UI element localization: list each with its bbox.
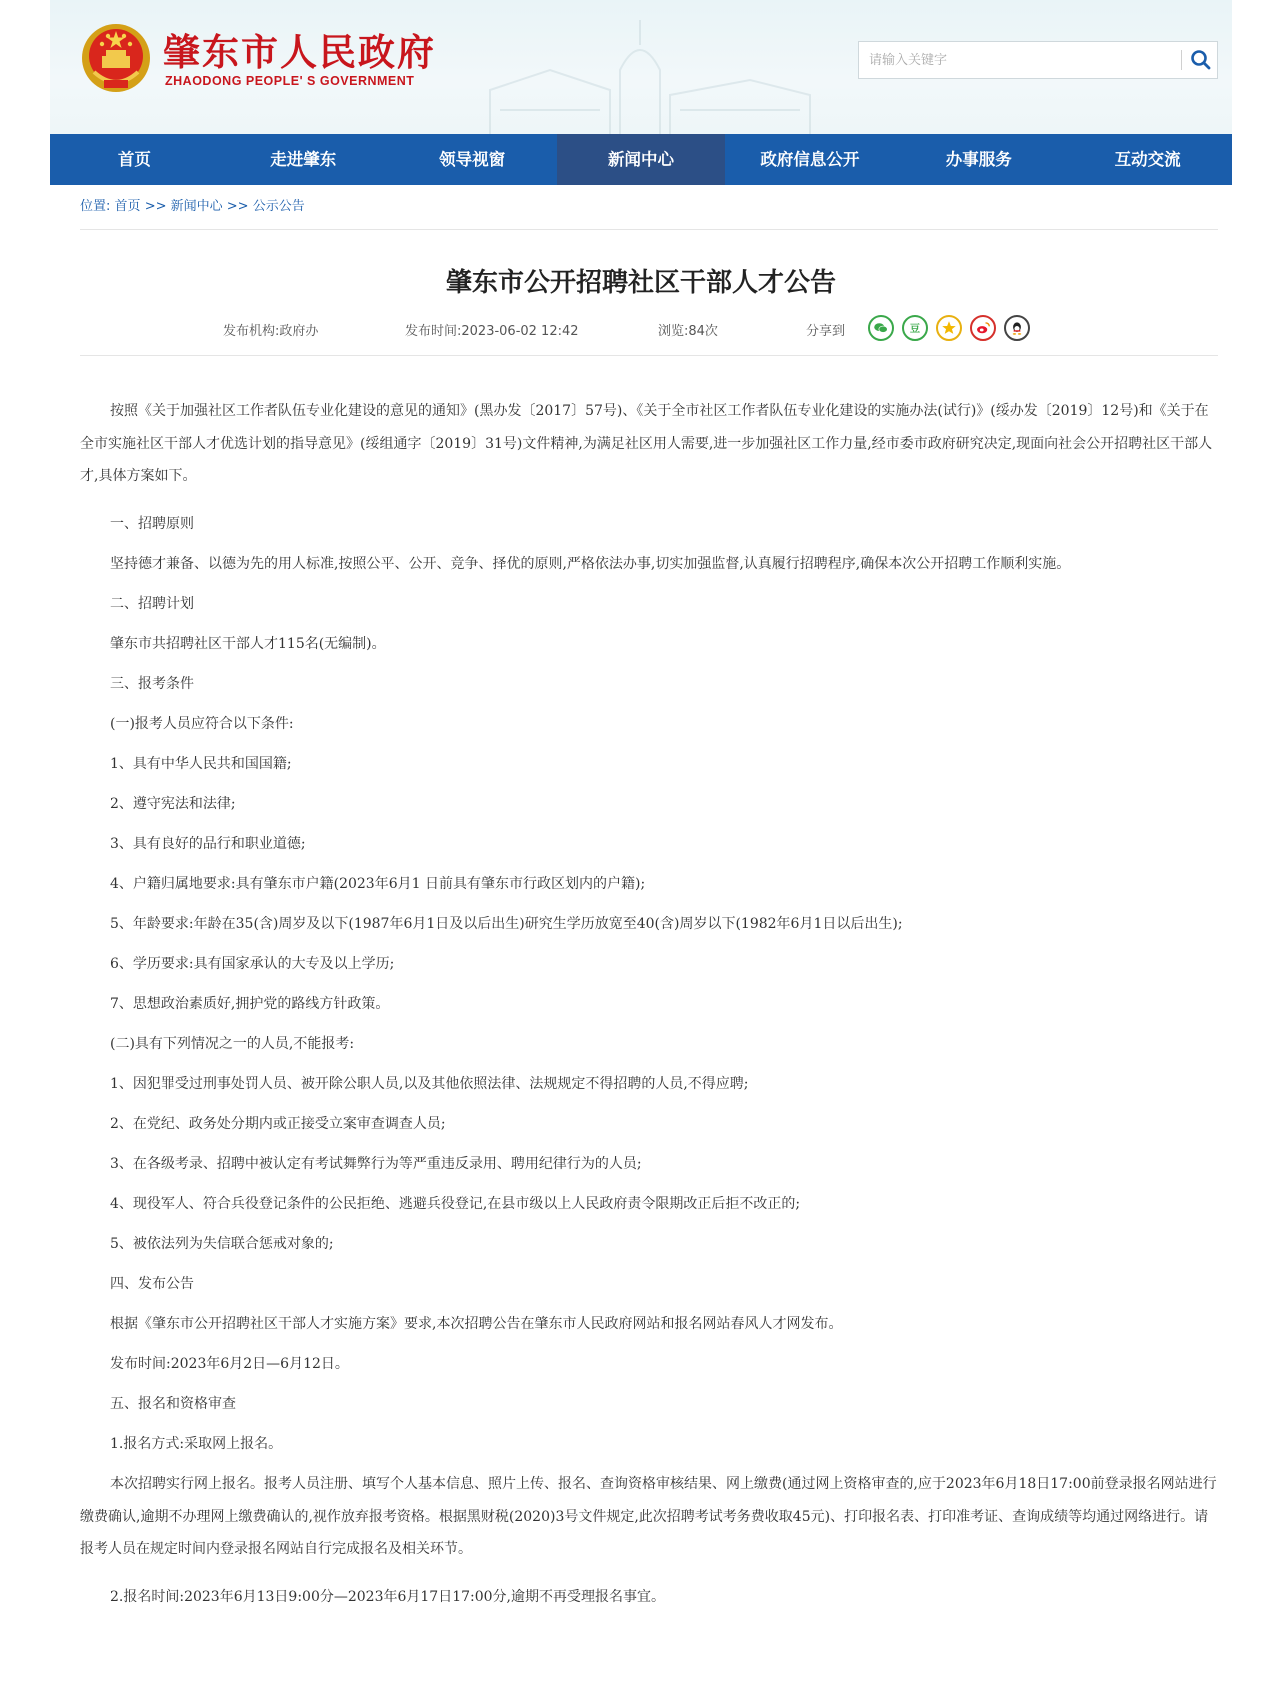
national-emblem-icon (80, 22, 152, 94)
paragraph: (一)报考人员应符合以下条件: (110, 716, 294, 732)
section-heading: 五、报名和资格审查 (110, 1396, 236, 1412)
paragraph: 根据《肇东市公开招聘社区干部人才实施方案》要求,本次招聘公告在肇东市人民政府网站和报名网站春风人才网发布。 (110, 1316, 843, 1332)
search-divider (1181, 50, 1182, 70)
main-nav (50, 134, 1232, 185)
list-item: 5、被依法列为失信联合惩戒对象的; (110, 1236, 334, 1252)
paragraph: 发布时间:2023年6月2日—6月12日。 (110, 1356, 349, 1372)
publisher: 发布机构:政府办 (223, 324, 319, 339)
site-header (50, 0, 1232, 134)
nav-item-news[interactable]: 新闻中心 (557, 134, 726, 185)
list-item: 7、思想政治素质好,拥护党的路线方针政策。 (110, 996, 390, 1012)
section-heading: 二、招聘计划 (110, 596, 194, 612)
svg-text:豆: 豆 (909, 323, 921, 335)
list-item: 4、户籍归属地要求:具有肇东市户籍(2023年6月1 日前具有肇东市行政区划内的户籍); (110, 876, 646, 892)
search-icon[interactable] (1187, 46, 1215, 74)
building-watermark (430, 0, 850, 134)
nav-item-services[interactable]: 办事服务 (945, 150, 1012, 169)
wechat-icon[interactable] (868, 315, 894, 341)
douban-icon[interactable] (902, 315, 928, 341)
paragraph: 坚持德才兼备、以德为先的用人标准,按照公平、公开、竞争、择优的原则,严格依法办事,切实加强监督,认真履行招聘程序,确保本次公开招聘工作顺利实施。 (110, 556, 1071, 572)
section-heading: 一、招聘原则 (110, 516, 194, 532)
list-item: 6、学历要求:具有国家承认的大专及以上学历; (110, 956, 395, 972)
paragraph: 1.报名方式:采取网上报名。 (110, 1436, 283, 1452)
nav-item-gov-info[interactable]: 政府信息公开 (760, 150, 860, 169)
paragraph: 按照《关于加强社区工作者队伍专业化建设的意见的通知》(黑办发〔2017〕57号)、《关于全市社区工作者队伍专业化建设的实施办法(试行)》(绥办发〔2019〕12号)和《关于在全市实施社区干部人才优选计划的指导意见》(绥组通字〔2019〕31号)文件精神,为满足社区用人需要,进一步加强社区工作力量,经市委市政府研究决定,现面向社会公开招聘社区干部人才,具体方案如下。 (80, 403, 1213, 484)
nav-item-leaders[interactable]: 领导视窗 (439, 150, 506, 169)
site-title: 肇东市人民政府 (163, 31, 436, 74)
paragraph: 2.报名时间:2023年6月13日9:00分—2023年6月17日17:00分,逾期不再受理报名事宜。 (110, 1589, 666, 1605)
article-title: 肇东市公开招聘社区干部人才公告 (445, 268, 836, 298)
divider (80, 229, 1218, 230)
section-heading: 四、发布公告 (110, 1276, 194, 1292)
list-item: 1、因犯罪受过刑事处罚人员、被开除公职人员,以及其他依照法律、法规规定不得招聘的人员,不得应聘; (110, 1076, 749, 1092)
breadcrumb-home[interactable]: 首页 (114, 199, 141, 214)
publish-time: 发布时间:2023-06-02 12:42 (405, 324, 579, 339)
breadcrumb-separator: >> (144, 199, 167, 214)
list-item: 3、在各级考录、招聘中被认定有考试舞弊行为等严重违反录用、聘用纪律行为的人员; (110, 1156, 642, 1172)
nav-item-home[interactable]: 首页 (117, 150, 151, 169)
search-box (858, 41, 1218, 79)
qzone-icon[interactable] (936, 315, 962, 341)
search-input[interactable] (859, 42, 1179, 78)
breadcrumb (80, 195, 305, 214)
breadcrumb-prefix: 位置: (80, 199, 111, 214)
breadcrumb-separator: >> (226, 199, 249, 214)
view-count: 浏览:84次 (658, 324, 718, 339)
list-item: 5、年龄要求:年龄在35(含)周岁及以下(1987年6月1日及以后出生)研究生学历放宽至40(含)周岁以下(1982年6月1日以后出生); (110, 916, 903, 932)
list-item: 2、在党纪、政务处分期内或正接受立案审查调查人员; (110, 1116, 446, 1132)
divider (80, 355, 1218, 356)
list-item: 1、具有中华人民共和国国籍; (110, 756, 292, 772)
breadcrumb-notices[interactable]: 公示公告 (252, 199, 305, 214)
paragraph: 肇东市共招聘社区干部人才115名(无编制)。 (110, 636, 386, 652)
nav-item-interaction[interactable]: 互动交流 (1114, 150, 1181, 169)
list-item: 4、现役军人、符合兵役登记条件的公民拒绝、逃避兵役登记,在县市级以上人民政府责令限期改正后拒不改正的; (110, 1196, 801, 1212)
section-heading: 三、报考条件 (110, 676, 194, 692)
paragraph: (二)具有下列情况之一的人员,不能报考: (110, 1036, 355, 1052)
weibo-icon[interactable] (970, 315, 996, 341)
share-label: 分享到 (806, 324, 846, 339)
list-item: 2、遵守宪法和法律; (110, 796, 236, 812)
site-subtitle: ZHAODONG PEOPLE' S GOVERNMENT (165, 74, 415, 88)
list-item: 3、具有良好的品行和职业道德; (110, 836, 306, 852)
article-meta (50, 315, 1232, 341)
qq-icon[interactable] (1004, 315, 1030, 341)
paragraph: 本次招聘实行网上报名。报考人员注册、填写个人基本信息、照片上传、报名、查询资格审核结果、网上缴费(通过网上资格审查的,应于2023年6月18日17:00前登录报名网站进行缴费确认,逾期不办理网上缴费确认的,视作放弃报考资格。根据黑财税(2020)3号文件规定,此次招聘考试考务费收取45元)、打印报名表、打印准考证、查询成绩等均通过网络进行。请报考人员在规定时间内登录报名网站自行完成报名及相关环节。 (80, 1476, 1217, 1557)
nav-item-about[interactable]: 走进肇东 (270, 150, 337, 169)
breadcrumb-news[interactable]: 新闻中心 (170, 199, 223, 214)
page (50, 0, 1232, 1707)
